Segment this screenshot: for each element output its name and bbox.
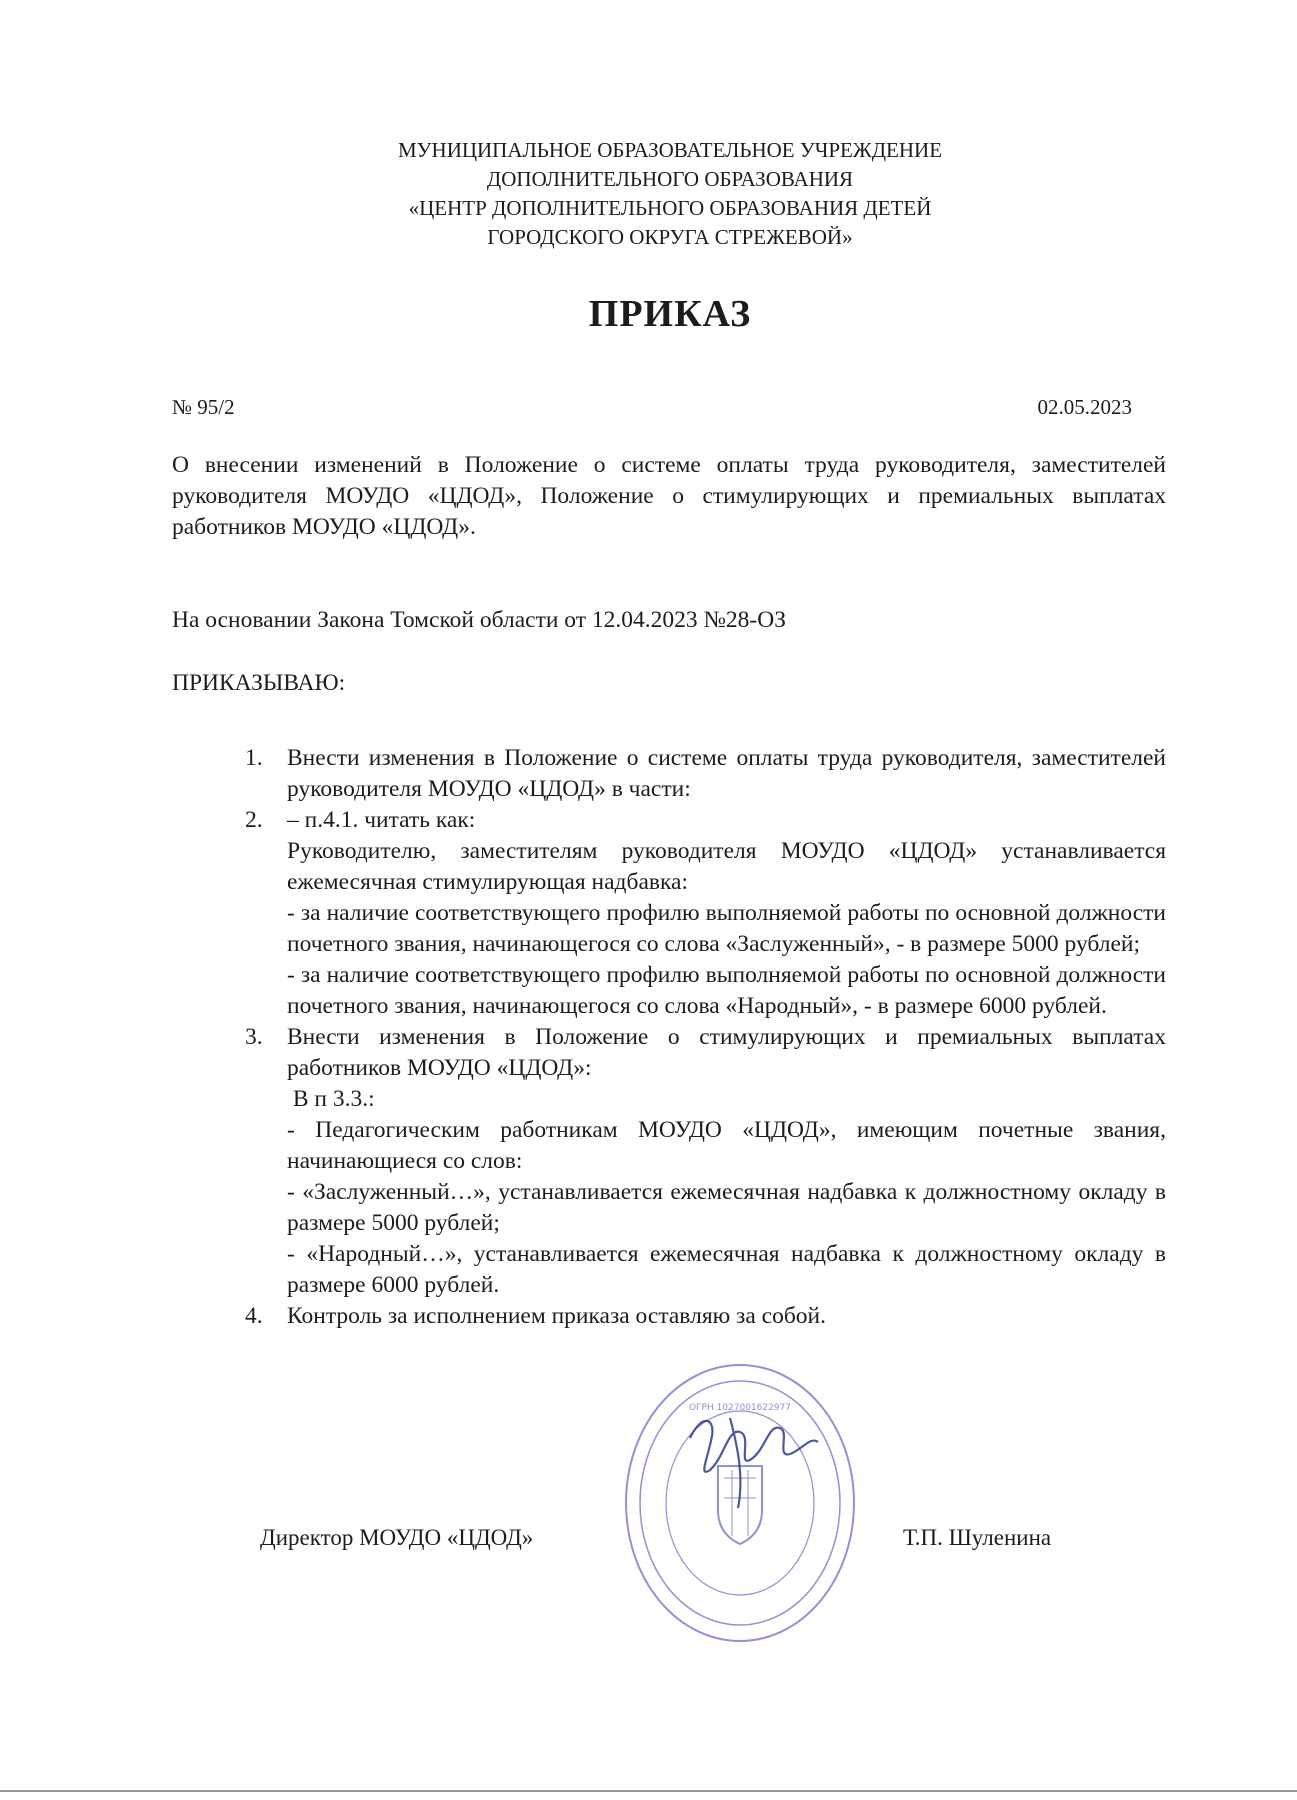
handwritten-signature <box>690 1418 818 1508</box>
order-number: № 95/2 <box>172 395 235 419</box>
item-text: Руководителю, заместителям руководителя МОУДО «ЦДОД» устанавливается ежемесячная стимулирующая надбавка: <box>287 838 1166 895</box>
list-item <box>245 743 1166 805</box>
order-subject: О внесении изменений в Положение о системе оплаты труда руководителя, заместителей руководителя МОУДО «ЦДОД», Положение о стимулирующих и премиальных выплатах работников МОУДО «ЦДОД». <box>172 452 1166 540</box>
item-text: Контроль за исполнением приказа оставляю за собой. <box>287 1303 826 1329</box>
organization-header <box>0 136 1297 252</box>
item-text: Внести изменения в Положение о стимулирующих и премиальных выплатах работников МОУДО «ЦДОД»: <box>287 1024 1166 1081</box>
document-title: ПРИКАЗ <box>588 293 752 335</box>
signatory-position: Директор МОУДО «ЦДОД» <box>260 1525 534 1550</box>
item-text: - Педагогическим работникам МОУДО «ЦДОД», имеющим почетные звания, начинающиеся со слов: <box>287 1117 1166 1174</box>
scan-edge-line <box>0 1790 1297 1792</box>
item-number: 1. <box>245 745 263 771</box>
order-basis: На основании Закона Томской области от 12.04.2023 №28-ОЗ <box>172 607 786 633</box>
list-item <box>245 1301 1166 1332</box>
list-item <box>245 805 1166 1022</box>
item-number: 3. <box>245 1024 263 1050</box>
order-word: ПРИКАЗЫВАЮ: <box>172 670 346 696</box>
order-items-list <box>245 743 1166 1332</box>
item-number: 2. <box>245 807 263 833</box>
item-text: - «Народный…», устанавливается ежемесячная надбавка к должностному окладу в размере 6000 рублей. <box>287 1241 1166 1298</box>
order-date: 02.05.2023 <box>1037 395 1132 419</box>
org-line: «ЦЕНТР ДОПОЛНИТЕЛЬНОГО ОБРАЗОВАНИЯ ДЕТЕЙ <box>408 196 932 220</box>
list-item <box>245 1022 1166 1301</box>
item-number: 4. <box>245 1303 263 1329</box>
stamp-text: ОГРН 1027001622977 <box>688 1403 792 1413</box>
item-text: В п 3.3.: <box>287 1086 375 1112</box>
org-line: ДОПОЛНИТЕЛЬНОГО ОБРАЗОВАНИЯ <box>486 167 854 191</box>
item-text: Внести изменения в Положение о системе оплаты труда руководителя, заместителей руководителя МОУДО «ЦДОД» в части: <box>287 745 1166 802</box>
item-text: - за наличие соответствующего профилю выполняемой работы по основной должности почетного звания, начинающегося со слова «Заслуженный», - в размере 5000 рублей; <box>287 900 1166 957</box>
org-line: МУНИЦИПАЛЬНОЕ ОБРАЗОВАТЕЛЬНОЕ УЧРЕЖДЕНИЕ <box>397 138 943 162</box>
item-text: - за наличие соответствующего профилю выполняемой работы по основной должности почетного звания, начинающегося со слова «Народный», - в размере 6000 рублей. <box>287 962 1166 1019</box>
item-text: - «Заслуженный…», устанавливается ежемесячная надбавка к должностному окладу в размере 5000 рублей; <box>287 1179 1166 1236</box>
signatory-name: Т.П. Шуленина <box>903 1525 1052 1550</box>
item-text: – п.4.1. читать как: <box>287 807 476 833</box>
official-stamp-seal <box>620 1358 860 1648</box>
org-line: ГОРОДСКОГО ОКРУГА СТРЕЖЕВОЙ» <box>487 225 853 249</box>
